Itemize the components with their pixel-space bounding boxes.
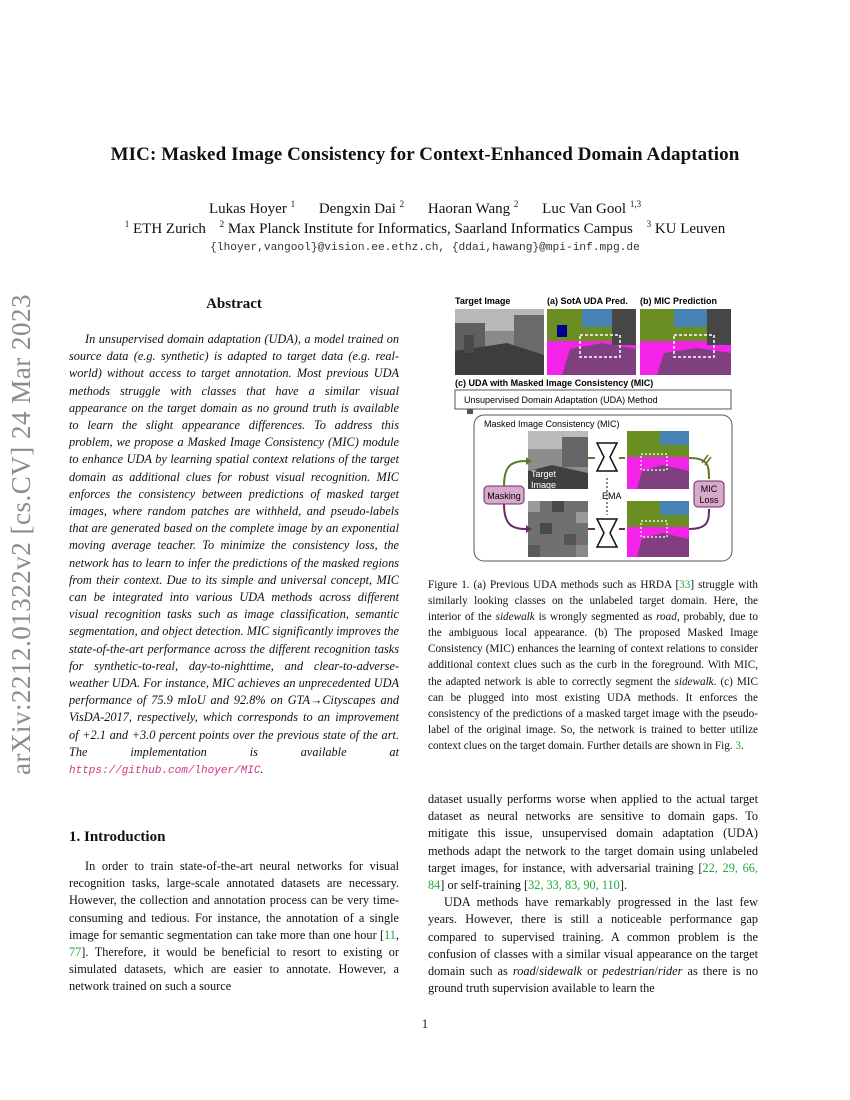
right-column-text (428, 791, 758, 997)
masked-image-thumbnail (528, 501, 588, 557)
masked-prediction-map (627, 501, 689, 557)
figure-1 (452, 293, 734, 563)
label-uda-mic: (c) UDA with Masked Image Consistency (MIC) (455, 378, 654, 388)
affiliation-eth: $^1$ ETH Zurich (124, 219, 206, 237)
introduction-paragraph: In order to train state-of-the-art neural networks for visual recognition tasks, large-scale annotated datasets are necessary. However, the collection and annotation process can be very time-consuming and tedious. For instance, the annotation of a single image for semantic segmentation can take more than one hour [11, 77]. Therefore, it would be beneficial to resort to existing or simulated datasets, which are easier to annotate. However, a network trained on such a source (69, 859, 399, 994)
target-image-photo (455, 309, 544, 375)
label-target-line1: Target (531, 469, 557, 479)
label-sota-pred: (a) SotA UDA Pred. (547, 296, 628, 306)
label-mic-module: Masked Image Consistency (MIC) (484, 419, 620, 429)
pseudo-label-map (627, 431, 689, 489)
label-ema: EMA (602, 491, 622, 501)
author-hoyer: Lukas Hoyer $^1$ (208, 199, 296, 217)
arxiv-stamp: arXiv:2212.01322v2 [cs.CV] 24 Mar 2023 (6, 294, 36, 776)
label-mic-loss-line2: Loss (699, 495, 719, 505)
sota-prediction-map (547, 309, 636, 375)
mic-prediction-map (640, 309, 731, 375)
author-wang: Haoran Wang $^2$ (427, 199, 519, 217)
body-paragraph: dataset usually performs worse when applied to the actual target dataset as neural networks are sensitive to domain gaps. To mitigate this issue, unsupervised domain adaptation (UDA) methods adapt the network to the target domain using unlabeled target images, for instance, with adversarial training [22, 29, 66, 84] or self-training [32, 33, 83, 90, 110]. (428, 792, 758, 893)
label-target-line2: Image (531, 480, 557, 490)
label-uda-method: Unsupervised Domain Adaptation (UDA) Method (464, 395, 658, 405)
paper-title: MIC: Masked Image Consistency for Context-Enhanced Domain Adaptation (110, 144, 740, 165)
figure-1-caption: Figure 1. (a) Previous UDA methods such as HRDA [33] struggle with similarly looking classes on the unlabeled target domain. Here, the interior of the sidewalk is wrongly segmented as road, probably, due to the ambiguous local appearance. (b) The proposed Masked Image Consistency (MIC) enhances the learning of context relations to consider additional context clues such as the curb in the foreground. With MIC, the adapted network is able to correctly segment the sidewalk. (c) MIC can be plugged into most existing UDA methods. It enforces the consistency of the predictions of a masked target image with the pseudo-label of the original image. So, the network is trained to better utilize context clues on the target domain. Further details are shown in Fig. 3. (428, 579, 758, 752)
author-dai: Dengxin Dai $^2$ (318, 199, 405, 217)
adversarial-citations[interactable]: 22, 29, 66, 84 (428, 860, 758, 893)
page-number: 1 (421, 1017, 429, 1031)
label-masking: Masking (487, 491, 521, 501)
label-mic-loss-line1: MIC (700, 484, 718, 494)
author-list (40, 199, 810, 218)
label-mic-pred: (b) MIC Prediction (640, 296, 717, 306)
affiliation-kul: $^3$ KU Leuven (646, 219, 726, 237)
abstract-heading: Abstract (206, 296, 262, 312)
citation-link[interactable]: 11 (384, 927, 396, 942)
author-van-gool: Luc Van Gool $^{1,3}$ (542, 199, 642, 217)
affiliation-list (40, 219, 810, 238)
citation-link[interactable]: 77 (69, 945, 82, 960)
abstract-text: In unsupervised domain adaptation (UDA), a model trained on source data (e.g. synthetic) is adapted to target data (e.g. real-world) without access to target annotation. Most previous UDA methods struggle with classes that have a similar visual appearance on the target domain as no ground truth is available to learn the slight appearance differences. To address this problem, we propose a Masked Image Consistency (MIC) module to enhance UDA by learning spatial context relations of the target domain as additional clues for robust visual recognition. MIC enforces the consistency between predictions of masked target images, where random patches are withheld, and pseudo-labels that are generated based on the complete image by an exponential moving average teacher. To minimize the consistency loss, the network has to learn to infer the predictions of the masked regions from their context. Due to its simple and universal concept, MIC can be integrated into various UDA methods across different visual recognition tasks such as image classification, semantic segmentation, and object detection. MIC significantly improves the state-of-the-art performance across the different recognition tasks for synthetic-to-real, day-to-nighttime, and clear-to-adverse-weather UDA. For instance, MIC achieves an unprecedented UDA performance of 75.9 mIoU and 92.8% on GTA→Cityscapes and VisDA-2017, respectively, which corresponds to an improvement of +2.1 and +3.0 percent points over the previous state of the art. The implementation is available at https://github.com/lhoyer/MIC. (69, 332, 399, 778)
self-training-citations[interactable]: 32, 33, 83, 90, 110 (528, 878, 620, 893)
body-paragraph: UDA methods have remarkably progressed in the last few years. However, there is still a noticeable performance gap compared to supervised training. A common problem is the confusion of classes with a similar visual appearance on the target domain such as road/sidewalk or pedestrian/rider as there is no ground truth supervision available to learn the (428, 895, 758, 996)
code-link[interactable]: https://github.com/lhoyer/MIC (69, 765, 261, 778)
citation-link[interactable]: 33 (679, 579, 691, 591)
introduction-heading: 1. Introduction (69, 829, 166, 845)
figure-ref-link[interactable]: 3 (735, 739, 741, 752)
label-target-image: Target Image (455, 296, 511, 306)
author-emails: {lhoyer,vangool}@vision.ee.ethz.ch, {ddai,hawang}@mpi-inf.mpg.de (210, 242, 640, 254)
affiliation-mpi: $^2$ Max Planck Institute for Informatics, Saarland Informatics Campus (219, 219, 633, 237)
